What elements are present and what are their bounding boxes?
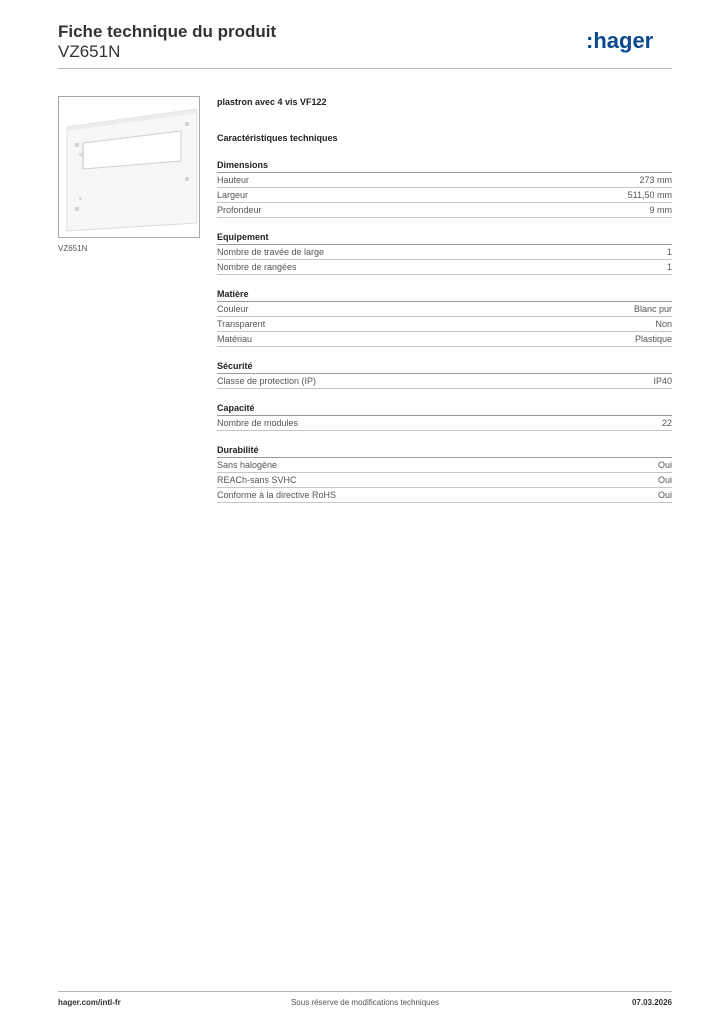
spec-value: Oui [657, 460, 672, 470]
section-durabilite [217, 443, 672, 503]
spec-label: Conforme à la directive RoHS [217, 490, 337, 500]
spec-value: 1 [666, 247, 672, 257]
page-header [58, 22, 672, 68]
spec-label: Nombre de rangées [217, 262, 297, 272]
spec-row [217, 473, 672, 488]
spec-content [217, 96, 672, 503]
spec-row [217, 260, 672, 275]
image-caption: VZ651N [58, 244, 88, 253]
spec-row [217, 416, 672, 431]
footer-disclaimer: Sous réserve de modifications techniques [290, 998, 440, 1007]
spec-value: 511,50 mm [627, 190, 672, 200]
spec-row [217, 332, 672, 347]
spec-label: Hauteur [217, 175, 250, 185]
footer-website-link[interactable]: hager.com/intl-fr [58, 998, 121, 1007]
spec-label: Nombre de modules [217, 418, 299, 428]
footer-divider [58, 991, 672, 992]
page-title: Fiche technique du produit [58, 22, 277, 41]
spec-value: 1 [666, 262, 672, 272]
spec-row [217, 488, 672, 503]
section-matiere [217, 287, 672, 347]
product-reference: VZ651N [58, 42, 121, 61]
cover-plate-image [58, 96, 200, 238]
product-illustration [59, 97, 199, 237]
section-equipement [217, 230, 672, 275]
product-description: plastron avec 4 vis VF122 [217, 97, 327, 107]
logo-text: :hager [586, 28, 654, 53]
spec-row [217, 188, 672, 203]
spec-row [217, 173, 672, 188]
spec-row [217, 203, 672, 218]
spec-value: Oui [657, 490, 672, 500]
section-title: Sécurité [217, 359, 672, 374]
spec-row [217, 302, 672, 317]
spec-value: 22 [661, 418, 672, 428]
section-title: Matière [217, 287, 672, 302]
footer-date: 07.03.2026 [631, 998, 672, 1007]
spec-row [217, 374, 672, 389]
section-title: Dimensions [217, 158, 672, 173]
section-title: Equipement [217, 230, 672, 245]
section-dimensions [217, 158, 672, 218]
spec-value: IP40 [653, 376, 672, 386]
spec-label: Profondeur [217, 205, 262, 215]
technical-heading: Caractéristiques techniques [217, 133, 338, 143]
spec-value: Plastique [634, 334, 672, 344]
spec-row [217, 458, 672, 473]
spec-label: Couleur [217, 304, 249, 314]
section-securite [217, 359, 672, 389]
spec-label: Transparent [217, 319, 266, 329]
hager-logo [586, 28, 672, 54]
spec-value: Non [655, 319, 672, 329]
spec-value: Oui [657, 475, 672, 485]
spec-value: Blanc pur [633, 304, 672, 314]
header-divider [58, 68, 672, 69]
spec-row [217, 245, 672, 260]
section-capacite [217, 401, 672, 431]
spec-label: Nombre de travée de large [217, 247, 325, 257]
spec-row [217, 317, 672, 332]
spec-label: Sans halogène [217, 460, 278, 470]
spec-label: Largeur [217, 190, 249, 200]
section-title: Durabilité [217, 443, 672, 458]
spec-value: 273 mm [639, 175, 672, 185]
section-title: Capacité [217, 401, 672, 416]
spec-value: 9 mm [649, 205, 672, 215]
spec-label: Classe de protection (IP) [217, 376, 317, 386]
spec-label: Matériau [217, 334, 253, 344]
spec-label: REACh-sans SVHC [217, 475, 297, 485]
page-footer [58, 998, 672, 1012]
